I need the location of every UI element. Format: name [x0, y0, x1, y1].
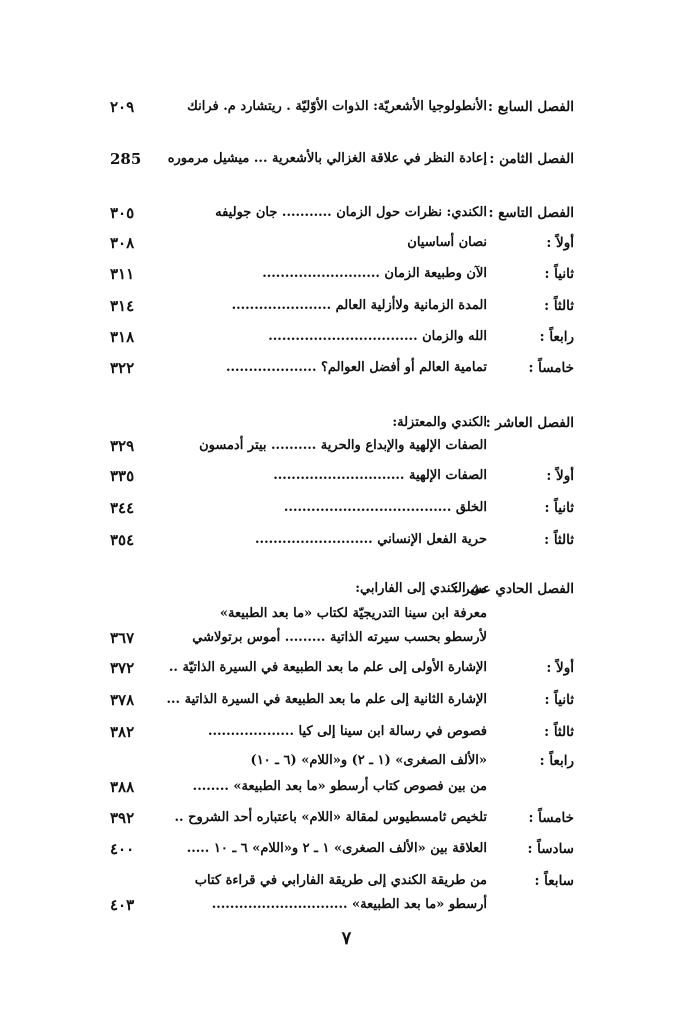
entry-title: نصان أساسيان — [407, 235, 487, 250]
toc-entry — [0, 495, 693, 521]
entry-title: فصوص في رسالة ابن سينا إلى كيا ................... — [207, 724, 487, 739]
toc-entry — [0, 836, 693, 862]
toc-entry — [0, 94, 693, 120]
toc-entry — [0, 463, 693, 489]
page-ref: 285 — [110, 150, 142, 168]
toc-entry — [0, 805, 693, 831]
entry-title: الخلق ..................................... — [283, 500, 487, 515]
section-label: رابعاً : — [539, 753, 574, 769]
page-ref: ٣١٨ — [110, 328, 135, 346]
page-ref: ٣٦٧ — [110, 629, 135, 647]
toc-entry — [0, 293, 693, 319]
entry-title: الصفات الإلهية ............................. — [273, 468, 487, 483]
section-label: أولاً : — [546, 235, 574, 251]
entry-title: إعادة النظر في علاقة الغزالي بالأشعرية ... ميشيل مرموره — [167, 151, 487, 166]
toc-entry — [0, 355, 693, 381]
entry-title: من بين فصوص كتاب أرسطو «ما بعد الطبيعة» ........ — [192, 779, 487, 794]
chapter-label: الفصل التاسع : — [488, 205, 574, 221]
entry-title: من طريقة الكندي إلى طريقة الفارابي في قراءة كتاب — [194, 873, 487, 888]
toc-entry — [0, 774, 693, 800]
toc-entry — [0, 261, 693, 287]
entry-title: الإشارة الأولى إلى علم ما بعد الطبيعة في السيرة الذاتيّة .. — [168, 660, 487, 675]
section-label: خامساً : — [528, 810, 574, 826]
entry-title: الكندي: نظرات حول الزمان ........... جان جوليفه — [215, 205, 487, 220]
entry-title: من الكندي إلى الفارابي: — [355, 581, 487, 596]
chapter-label: الفصل الثامن : — [489, 151, 574, 167]
entry-title: العلاقة بين «الألف الصغرى» ١ ـ ٢ و«اللام» ٦ ـ ١٠ ..... — [186, 841, 487, 856]
page-ref: ٣٧٢ — [110, 659, 135, 677]
section-label: أولاً : — [546, 468, 574, 484]
entry-title: تلخيص ثامسطيوس لمقالة «اللام» باعتباره أحد الشروح .. — [174, 810, 487, 825]
toc-entry — [0, 146, 693, 172]
page-ref: ٣٢٩ — [110, 437, 135, 455]
chapter-label: الفصل الحادي عشر : — [453, 581, 574, 597]
entry-title: «الألف الصغرى» (١ ـ ٢) و«اللام» (٦ ـ ١٠) — [250, 753, 487, 768]
section-label: ثالثاً : — [544, 298, 574, 314]
page-number: ٧ — [341, 928, 352, 949]
chapter-label: الفصل السابع : — [488, 99, 574, 115]
section-label: رابعاً : — [539, 329, 574, 345]
entry-title: الصفات الإلهية والإبداع والحرية .......... بيتر أدمسون — [199, 438, 487, 453]
section-label: ثالثاً : — [544, 532, 574, 548]
chapter-label: الفصل العاشر : — [485, 415, 574, 431]
entry-title: تمامية العالم أو أفضل العوالم؟ .................... — [225, 360, 487, 375]
toc-entry — [0, 748, 693, 774]
toc-entry — [0, 230, 693, 256]
toc-entry — [0, 687, 693, 713]
page-ref: ٣٨٨ — [110, 778, 135, 796]
toc-entry — [0, 324, 693, 350]
toc-entry — [0, 527, 693, 553]
toc-entry — [0, 892, 693, 918]
page-ref: ٣٨٢ — [110, 723, 135, 741]
entry-title: الكندي والمعتزلة: — [392, 415, 487, 430]
toc-entry — [0, 601, 693, 627]
entry-title: الأنطولوجيا الأشعريّة: الذوات الأوّليّة . ريتشارد م. فرانك — [187, 99, 487, 114]
entry-title: الله والزمان ................................. — [268, 329, 487, 344]
entry-title: معرفة ابن سينا التدريجيّة لكتاب «ما بعد الطبيعة» — [219, 606, 487, 621]
entry-title: الآن وطبيعة الزمان .......................... — [262, 266, 487, 281]
entry-title: المدة الزمانية ولاأزلية العالم ...................... — [231, 298, 487, 313]
toc-entry — [0, 433, 693, 459]
section-label: ثالثاً : — [544, 724, 574, 740]
page-ref: ٣٤٤ — [110, 499, 135, 517]
page-ref: ٣٠٥ — [110, 204, 135, 222]
section-label: ثانياً : — [544, 692, 574, 708]
toc-entry — [0, 868, 693, 894]
entry-title: لأرسطو بحسب سيرته الذاتية ......... أموس برتولاشي — [192, 630, 487, 645]
section-label: سابعاً : — [534, 873, 574, 889]
page-ref: ٣٧٨ — [110, 691, 135, 709]
toc-entry — [0, 576, 693, 602]
page-ref: ٣٥٤ — [110, 531, 135, 549]
entry-title: أرسطو «ما بعد الطبيعة» .............................. — [211, 897, 487, 912]
page-ref: ٣٢٢ — [110, 359, 135, 377]
toc-entry — [0, 200, 693, 226]
entry-title: الإشارة الثانية إلى علم ما بعد الطبيعة في السيرة الذاتية ... — [166, 692, 487, 707]
section-label: خامساً : — [528, 360, 574, 376]
page-ref: ٣١٤ — [110, 297, 135, 315]
page-ref: ٣١١ — [110, 265, 135, 283]
page-ref: ٣٣٥ — [110, 467, 135, 485]
section-label: ثانياً : — [544, 266, 574, 282]
section-label: سادساً : — [527, 841, 574, 857]
page-ref: ٣٠٨ — [110, 234, 135, 252]
page-ref: ٣٩٢ — [110, 809, 135, 827]
page-ref: ٢٠٩ — [110, 98, 135, 116]
section-label: ثانياً : — [544, 500, 574, 516]
entry-title: حرية الفعل الإنساني .......................... — [255, 532, 487, 547]
section-label: أولاً : — [546, 660, 574, 676]
page-ref: ٤٠٠ — [110, 840, 135, 858]
toc-entry — [0, 655, 693, 681]
toc-entry — [0, 719, 693, 745]
toc-entry — [0, 625, 693, 651]
page-ref: ٤٠٣ — [110, 896, 135, 914]
